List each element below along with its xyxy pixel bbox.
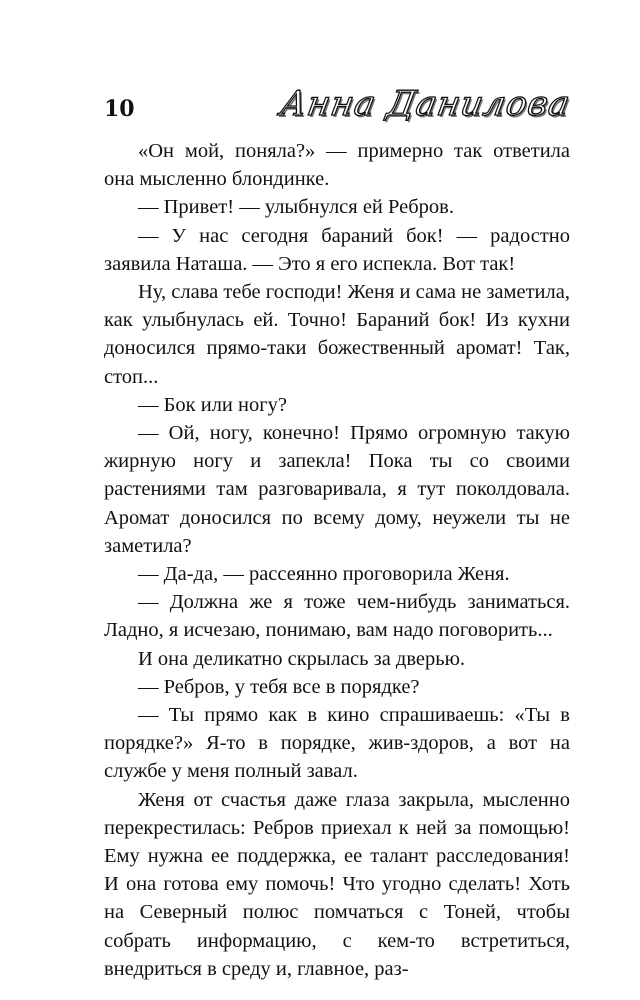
paragraph: И она деликатно скрылась за дверью. xyxy=(138,647,466,670)
paragraph: — Должна же я тоже чем-нибудь заниматься. Ладно, я исчезаю, понимаю, вам надо поговорить... xyxy=(104,591,570,642)
text-body xyxy=(104,137,570,983)
page-header xyxy=(104,84,574,128)
running-head-author: Анна Данилова xyxy=(277,84,574,124)
paragraph: — Привет! — улыбнулся ей Ребров. xyxy=(138,196,454,219)
paragraph: — Ребров, у тебя все в порядке? xyxy=(138,675,420,698)
paragraph: «Он мой, поняла?» — примерно так ответила она мысленно блондинке. xyxy=(104,140,570,191)
paragraph: — Бок или ногу? xyxy=(138,393,288,416)
paragraph: — У нас сегодня бараний бок! — радостно заявила Наташа. — Это я его испекла. Вот так! xyxy=(104,224,570,275)
paragraph: — Ты прямо как в кино спрашиваешь: «Ты в порядке?» Я-то в порядке, жив-здоров, а вот на службе у меня полный завал. xyxy=(104,704,570,783)
paragraph: — Да-да, — рассеянно проговорила Женя. xyxy=(138,563,510,586)
page-number: 10 xyxy=(104,96,135,122)
paragraph: — Ой, ногу, конечно! Прямо огромную такую жирную ногу и запекла! Пока ты со своими растениями там разговаривала, я тут поколдовала. Аромат доносился по всему дому, неужели ты не заметила? xyxy=(104,422,570,557)
paragraph: Ну, слава тебе господи! Женя и сама не заметила, как улыбнулась ей. Точно! Бараний бок! Из кухни доносился прямо-таки божественный аромат! Так, стоп... xyxy=(104,281,570,388)
paragraph: Женя от счастья даже глаза закрыла, мысленно перекрестилась: Ребров приехал к ней за помощью! Ему нужна ее поддержка, ее талант расследования! И она готова ему помочь! Что угодно сделать! Хоть на Северный полюс помчаться с Тоней, чтобы собрать информацию, с кем-то встретиться, внедриться в среду и, главное, раз- xyxy=(104,788,570,980)
